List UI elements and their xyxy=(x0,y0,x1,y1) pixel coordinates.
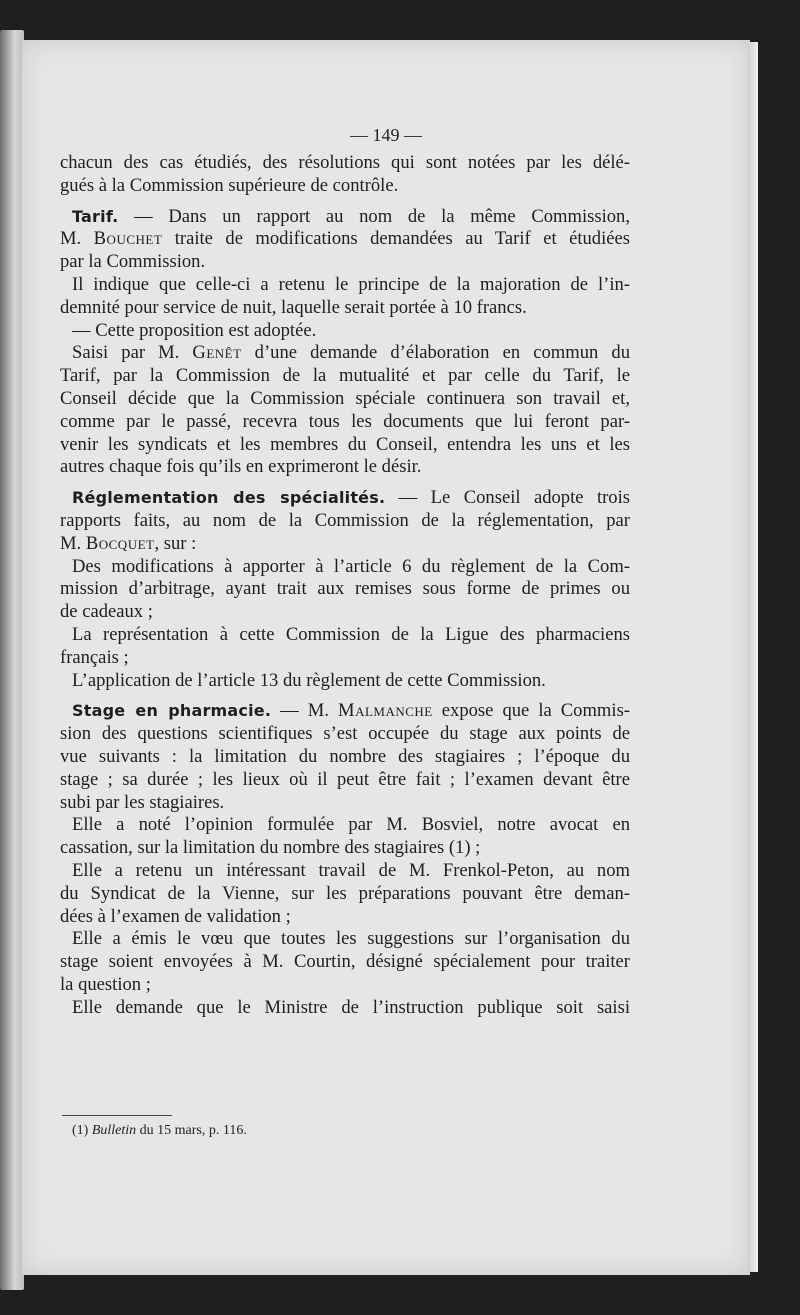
text-line: Il indique que celle-ci a retenu le principe de la majoration de l’in- xyxy=(72,273,630,295)
stage-first-line xyxy=(60,700,630,723)
text-line: Elle a noté l’opinion formulée par M. Bosviel, notre avocat en xyxy=(72,814,630,836)
text-fragment: M. xyxy=(60,228,94,250)
page-number: — 149 — xyxy=(350,125,422,145)
text-line xyxy=(60,533,630,556)
footnote xyxy=(72,1123,247,1139)
text-fragment: — M. xyxy=(271,700,339,722)
text-line: de cadeaux ; xyxy=(60,601,153,623)
text-fragment: M. xyxy=(60,532,86,554)
text-line xyxy=(60,228,630,251)
person-name: Bocquet xyxy=(85,532,155,554)
text-line xyxy=(60,342,630,365)
text-line: rapports faits, au nom de la Commission de la réglementation, par xyxy=(60,509,630,531)
text-fragment: , sur : xyxy=(154,532,197,554)
text-fragment: Saisi par M. xyxy=(72,342,193,364)
page-edge xyxy=(748,42,758,1272)
footnote-number: (1) xyxy=(72,1123,92,1138)
section-heading-tarif: Tarif. xyxy=(72,206,119,226)
person-name: Bouchet xyxy=(93,228,163,250)
text-line: mission d’arbitrage, ayant trait aux remises sous forme de primes ou xyxy=(60,578,630,600)
person-name: Genêt xyxy=(192,342,242,364)
text-line: Conseil décide que la Commission spéciale continuera son travail et, xyxy=(60,387,630,409)
tarif-first-line xyxy=(60,206,630,229)
text-line: Tarif, par la Commission de la mutualité et par celle du Tarif, le xyxy=(60,365,630,387)
footnote-text: du 15 mars, p. 116. xyxy=(136,1123,247,1138)
text-line: La représentation à cette Commission de la Ligue des pharmaciens xyxy=(72,623,630,645)
text-line: par la Commission. xyxy=(60,251,206,273)
text-line: stage ; sa durée ; les lieux où il peut être fait ; l’examen devant être xyxy=(60,768,630,790)
text-line: gués à la Commission supérieure de contrôle. xyxy=(60,174,399,196)
section-heading-reglementation: Réglementation des spécialités. xyxy=(72,488,386,508)
adjacent-page-edge xyxy=(0,30,24,1290)
footnote-title: Bulletin xyxy=(91,1123,137,1138)
footnote-rule xyxy=(62,1115,172,1116)
text-fragment: d’une demande d’élaboration en commun du xyxy=(241,342,630,364)
book-page xyxy=(22,40,750,1275)
text-line: Elle a émis le vœu que toutes les suggestions sur l’organisation du xyxy=(72,928,630,950)
text-line: comme par le passé, recevra tous les documents que lui feront par- xyxy=(60,410,630,432)
text-line: L’application de l’article 13 du règlement de cette Commission. xyxy=(72,669,546,691)
text-line: dées à l’examen de validation ; xyxy=(60,905,291,927)
reglementation-first-line xyxy=(60,487,630,510)
text-line: la question ; xyxy=(60,973,151,995)
text-line: français ; xyxy=(60,646,129,668)
text-line: Des modifications à apporter à l’article 6 du règlement de la Com- xyxy=(72,555,630,577)
text-line: demnité pour service de nuit, laquelle serait portée à 10 francs. xyxy=(60,296,527,318)
text-line: du Syndicat de la Vienne, sur les préparations pouvant être deman- xyxy=(60,882,630,904)
text-line: stage soient envoyées à M. Courtin, désigné spécialement pour traiter xyxy=(60,951,630,973)
text-line: subi par les stagiaires. xyxy=(60,791,225,813)
person-name: Malmanche xyxy=(338,700,433,722)
text-line: Elle a retenu un intéressant travail de M. Frenkol-Peton, au nom xyxy=(72,859,630,881)
text-line: — Cette proposition est adoptée. xyxy=(72,319,317,341)
text-fragment: expose que la Commis- xyxy=(432,700,630,722)
text-fragment: — Le Conseil adopte trois xyxy=(385,487,630,509)
text-fragment: — Dans un rapport au nom de la même Commission, xyxy=(118,205,630,227)
text-line: chacun des cas étudiés, des résolutions qui sont notées par les délé- xyxy=(60,152,630,173)
text-line: sion des questions scientifiques s’est occupée du stage aux points de xyxy=(60,723,630,745)
text-line: venir les syndicats et les membres du Conseil, entendra les uns et les xyxy=(60,433,630,455)
section-heading-stage: Stage en pharmacie. xyxy=(72,701,272,721)
body-text xyxy=(60,152,630,1019)
text-line: autres chaque fois qu’ils en exprimeront le désir. xyxy=(60,456,422,478)
text-line: Elle demande que le Ministre de l’instruction publique soit saisi xyxy=(72,996,630,1018)
text-line: cassation, sur la limitation du nombre des stagiaires (1) ; xyxy=(60,837,481,859)
text-fragment: traite de modifications demandées au Tarif et étudiées xyxy=(162,228,630,250)
text-line: vue suivants : la limitation du nombre des stagiaires ; l’époque du xyxy=(60,745,630,767)
